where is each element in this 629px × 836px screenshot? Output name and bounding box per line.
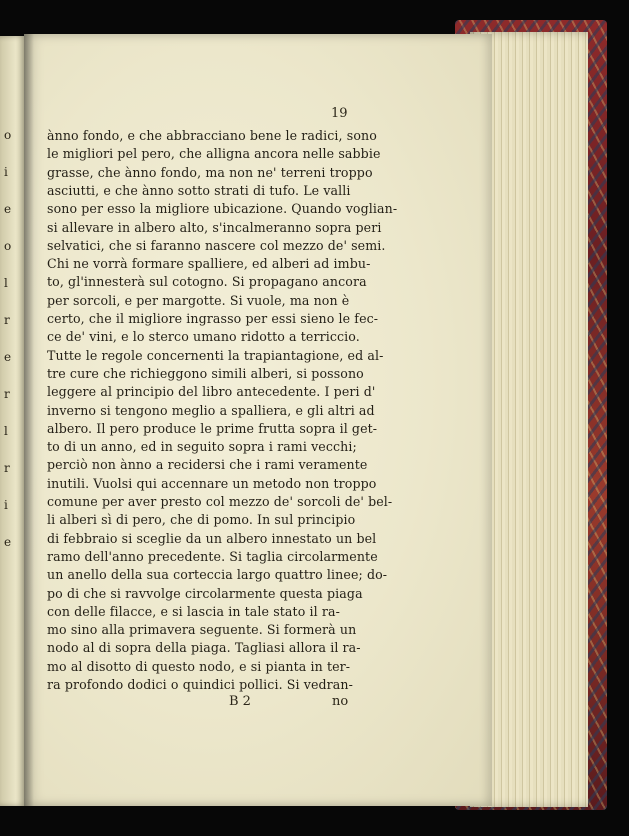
page-gutter-shadow: [24, 34, 34, 806]
text-line: grasse, che ànno fondo, ma non ne' terreni troppo: [47, 164, 373, 180]
left-margin-char: o: [4, 128, 12, 142]
text-line: ce de' vini, e lo sterco umano ridotto a terriccio.: [47, 329, 360, 345]
catchword: no: [332, 694, 349, 709]
text-line: perciò non ànno a recidersi che i rami veramente: [47, 457, 368, 473]
text-line: ramo dell'anno precedente. Si taglia circolarmente: [47, 548, 378, 564]
left-margin-char: r: [4, 313, 10, 327]
left-margin-char: r: [4, 387, 10, 401]
text-line: mo al disotto di questo nodo, e si pianta in ter-: [47, 658, 351, 674]
left-margin-char: e: [4, 202, 12, 216]
text-line: li alberi sì di pero, che di pomo. In sul principio: [47, 512, 356, 528]
signature-mark: B 2: [229, 694, 251, 709]
left-margin-char: l: [4, 424, 8, 438]
text-line: un anello della sua corteccia largo quattro linee; do-: [47, 567, 388, 583]
text-line: sono per esso la migliore ubicazione. Quando voglian-: [47, 201, 398, 217]
text-line: asciutti, e che ànno sotto strati di tufo. Le valli: [47, 182, 351, 198]
left-margin-char: e: [4, 535, 12, 549]
left-margin-char: i: [4, 165, 8, 179]
text-line: di febbraio si sceglie da un albero innestato un bel: [47, 530, 377, 546]
text-line: selvatici, che si faranno nascere col mezzo de' semi.: [47, 237, 386, 253]
text-line: to, gl'innesterà sul cotogno. Si propagano ancora: [47, 274, 367, 290]
left-page: [0, 36, 26, 806]
text-line: le migliori pel pero, che alligna ancora nelle sabbie: [47, 146, 381, 162]
text-line: po di che si ravvolge circolarmente questa piaga: [47, 585, 363, 601]
left-margin-char: l: [4, 276, 8, 290]
text-line: certo, che il migliore ingrasso per essi sieno le fec-: [47, 311, 379, 326]
text-line: ra profondo dodici o quindici pollici. Si vedran-: [47, 677, 353, 692]
page-number: 19: [331, 106, 348, 121]
text-line: Tutte le regole concernenti la trapiantagione, ed al-: [47, 347, 384, 363]
text-line: to di un anno, ed in seguito sopra i rami vecchi;: [47, 439, 357, 455]
text-line: con delle filacce, e si lascia in tale stato il ra-: [47, 603, 340, 619]
text-line: mo sino alla primavera seguente. Si formerà un: [47, 622, 357, 638]
left-margin-char: o: [4, 239, 12, 253]
text-line: ànno fondo, e che abbracciano bene le radici, sono: [47, 128, 377, 143]
left-margin-char: i: [4, 498, 8, 512]
text-line: inverno si tengono meglio a spalliera, e gli altri ad: [47, 402, 375, 418]
text-line: leggere al principio del libro antecedente. I peri d': [47, 384, 376, 400]
text-line: nodo al di sopra della piaga. Tagliasi allora il ra-: [47, 640, 361, 656]
text-line: per sorcoli, e per margotte. Si vuole, ma non è: [47, 292, 350, 308]
text-line: tre cure che richieggono simili alberi, si possono: [47, 365, 364, 381]
left-margin-char: e: [4, 350, 12, 364]
text-line: inutili. Vuolsi qui accennare un metodo non troppo: [47, 475, 377, 491]
text-line: si allevare in albero alto, s'incalmeranno sopra peri: [47, 219, 382, 235]
text-line: Chi ne vorrà formare spalliere, ed alberi ad imbu-: [47, 256, 371, 272]
text-line: albero. Il pero produce le prime frutta sopra il get-: [47, 420, 378, 436]
left-margin-char: r: [4, 461, 10, 475]
text-line: comune per aver presto col mezzo de' sorcoli de' bel-: [47, 494, 393, 509]
